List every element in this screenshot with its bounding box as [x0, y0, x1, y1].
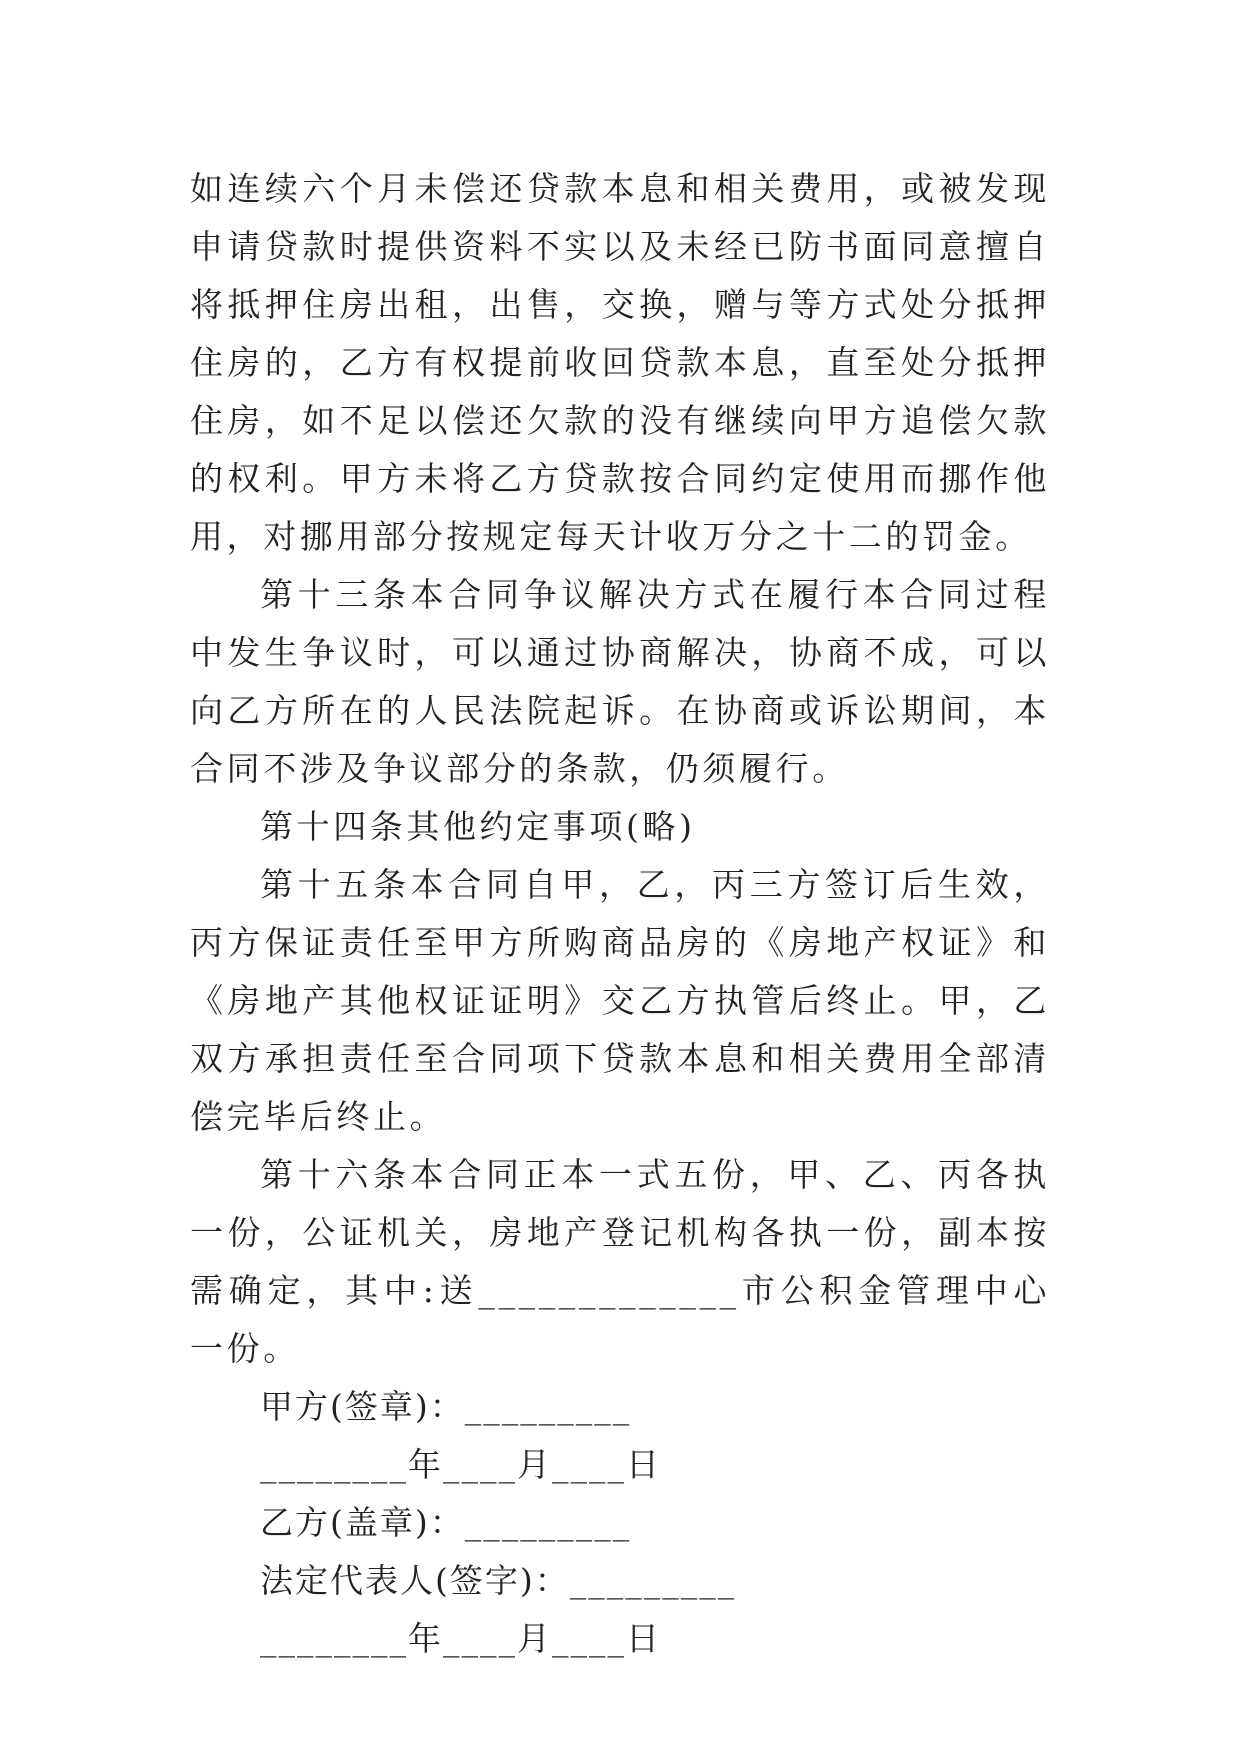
paragraph-article-15: 第十五条本合同自甲，乙，丙三方签订后生效，丙方保证责任至甲方所购商品房的《房地产权证》和《房地产其他权证证明》交乙方执管后终止。甲，乙双方承担责任至合同项下贷款本息和相关费用全部清偿完毕后终止。: [190, 865, 1050, 1136]
party-a-date-line: ________年____月____日: [260, 1445, 661, 1484]
document-body: [190, 160, 1050, 1668]
legal-representative-signature-line: 法定代表人(签字)：_________: [260, 1561, 737, 1600]
paragraph-penalty-clause: 如连续六个月未偿还贷款本息和相关费用，或被发现申请贷款时提供资料不实以及未经已防书面同意擅自将抵押住房出租，出售，交换，赠与等方式处分抵押住房的，乙方有权提前收回贷款本息，直至处分抵押住房，如不足以偿还欠款的没有继续向甲方追偿欠款的权利。甲方未将乙方贷款按合同约定使用而挪作他用，对挪用部分按规定每天计收万分之十二的罚金。: [190, 169, 1050, 556]
party-b-seal-line: 乙方(盖章)：_________: [260, 1503, 632, 1542]
signature-block: [190, 1378, 1050, 1668]
party-b-date-line: ________年____月____日: [260, 1619, 661, 1658]
paragraph-article-13: 第十三条本合同争议解决方式在履行本合同过程中发生争议时，可以通过协商解决，协商不成，可以向乙方所在的人民法院起诉。在协商或诉讼期间，本合同不涉及争议部分的条款，仍须履行。: [190, 575, 1050, 788]
paragraph-article-16: 第十六条本合同正本一式五份，甲、乙、丙各执一份，公证机关，房地产登记机构各执一份，副本按需确定，其中:送_____________市公积金管理中心一份。: [190, 1155, 1050, 1368]
paragraph-article-14: 第十四条其他约定事项(略): [260, 807, 696, 846]
party-a-signature-line: 甲方(签章)：_________: [260, 1387, 632, 1426]
